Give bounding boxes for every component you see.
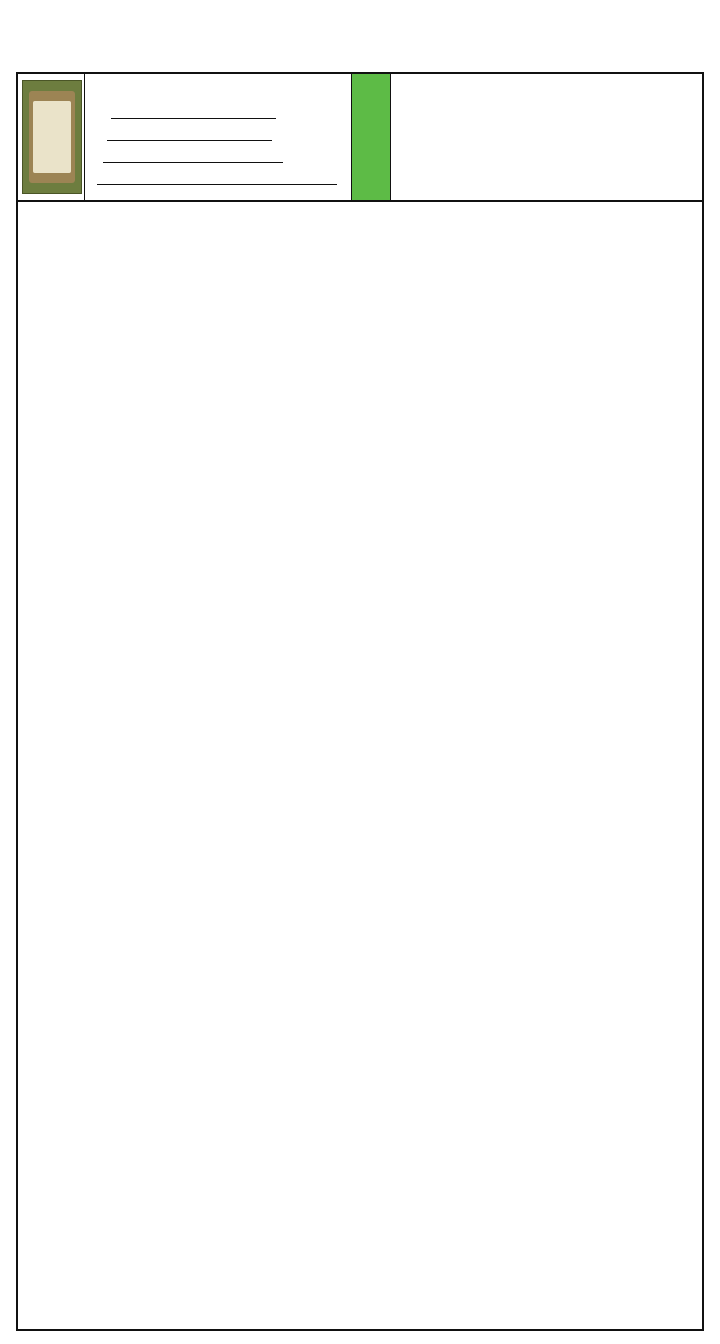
- focus-value: [107, 140, 272, 141]
- level-key-header: [352, 74, 391, 200]
- goals-line-2: [97, 184, 337, 185]
- header-row: [18, 74, 702, 202]
- plan-info: [84, 74, 352, 200]
- lesson-plan-sheet: [16, 72, 704, 1331]
- date-value: [111, 118, 276, 119]
- goals-line-1: [103, 162, 283, 163]
- logo: [22, 80, 82, 194]
